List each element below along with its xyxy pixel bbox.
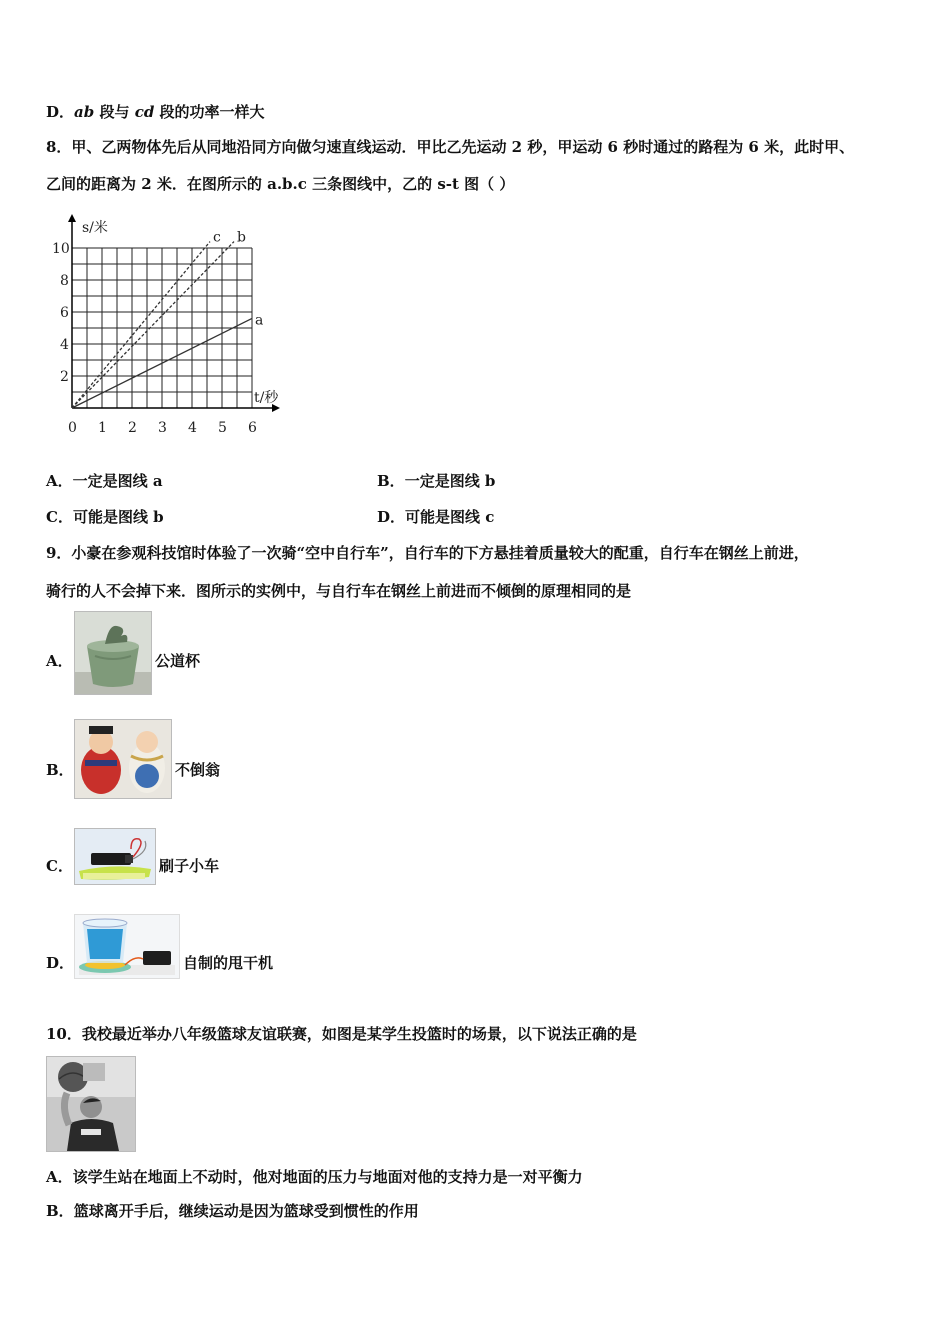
st-graph	[44, 208, 294, 440]
y-tick-label: 2	[60, 369, 69, 385]
x-tick-label: 5	[218, 420, 227, 436]
q9-option-d-text: 自制的甩干机	[183, 954, 274, 972]
q10-option-b[interactable]: B．篮球离开手后，继续运动是因为篮球受到惯性的作用	[46, 1202, 419, 1220]
q9-option-b-text: 不倒翁	[175, 761, 221, 779]
series-label-a: a	[255, 312, 264, 329]
q8-stem-line-2: 乙间的距离为 2 米．在图所示的 a.b.c 三条图线中，乙的 s-t 图（ ）	[46, 175, 515, 193]
q7-option-d: D．ab 段与 cd 段的功率一样大	[46, 103, 265, 121]
brush-car-image[interactable]	[74, 828, 156, 885]
q10-option-a[interactable]: A．该学生站在地面上不动时，他对地面的压力与地面对他的支持力是一对平衡力	[46, 1168, 583, 1186]
homemade-dryer-image[interactable]	[74, 914, 180, 979]
q9-option-c-label: C．	[46, 857, 73, 875]
q10-stem: 10．我校最近举办八年级篮球友谊联赛，如图是某学生投篮时的场景，以下说法正确的是	[46, 1025, 637, 1043]
x-tick-label: 4	[188, 420, 197, 436]
segment-cd: cd	[134, 103, 155, 121]
q9-option-a-label: A．	[46, 652, 73, 670]
series-line-c	[72, 242, 210, 408]
series-line-b	[72, 242, 234, 408]
x-tick-label: 6	[248, 420, 257, 436]
segment-ab: ab	[74, 103, 95, 121]
q9-option-a-text: 公道杯	[155, 652, 201, 670]
q9-stem-line-2: 骑行的人不会掉下来．图所示的实例中，与自行车在钢丝上前进而不倾倒的原理相同的是	[46, 582, 632, 600]
y-tick-label: 6	[60, 305, 69, 321]
x-tick-label: 1	[98, 420, 107, 436]
y-axis-label: s/米	[82, 220, 108, 236]
series-label-c: c	[213, 229, 221, 246]
y-tick-label: 10	[52, 241, 70, 257]
gongdao-cup-image[interactable]	[74, 611, 152, 695]
tumbler-doll-image[interactable]	[74, 719, 172, 799]
x-axis-label: t/秒	[254, 390, 279, 406]
q8-option-d[interactable]: D．可能是图线 c	[377, 508, 495, 526]
q8-option-c[interactable]: C．可能是图线 b	[46, 508, 164, 526]
q8-option-a[interactable]: A．一定是图线 a	[46, 472, 163, 490]
q9-option-c-text: 刷子小车	[159, 857, 220, 875]
basketball-player-photo	[46, 1056, 136, 1152]
q8-stem-line-1: 8．甲、乙两物体先后从同地沿同方向做匀速直线运动．甲比乙先运动 2 秒，甲运动 6 秒时通过的路程为 6 米，此时甲、	[46, 138, 855, 156]
q9-option-d-label: D．	[46, 954, 75, 972]
q9-option-b-label: B．	[46, 761, 74, 779]
x-tick-label: 0	[68, 420, 77, 436]
y-tick-label: 4	[60, 337, 69, 353]
x-tick-label: 2	[128, 420, 137, 436]
series-label-b: b	[237, 229, 246, 246]
q9-stem-line-1: 9．小豪在参观科技馆时体验了一次骑“空中自行车”，自行车的下方悬挂着质量较大的配重，自行车在钢丝上前进，	[46, 544, 809, 562]
x-tick-label: 3	[158, 420, 167, 436]
y-tick-label: 8	[60, 273, 69, 289]
q8-option-b[interactable]: B．一定是图线 b	[377, 472, 496, 490]
y-axis-arrow	[68, 214, 76, 222]
